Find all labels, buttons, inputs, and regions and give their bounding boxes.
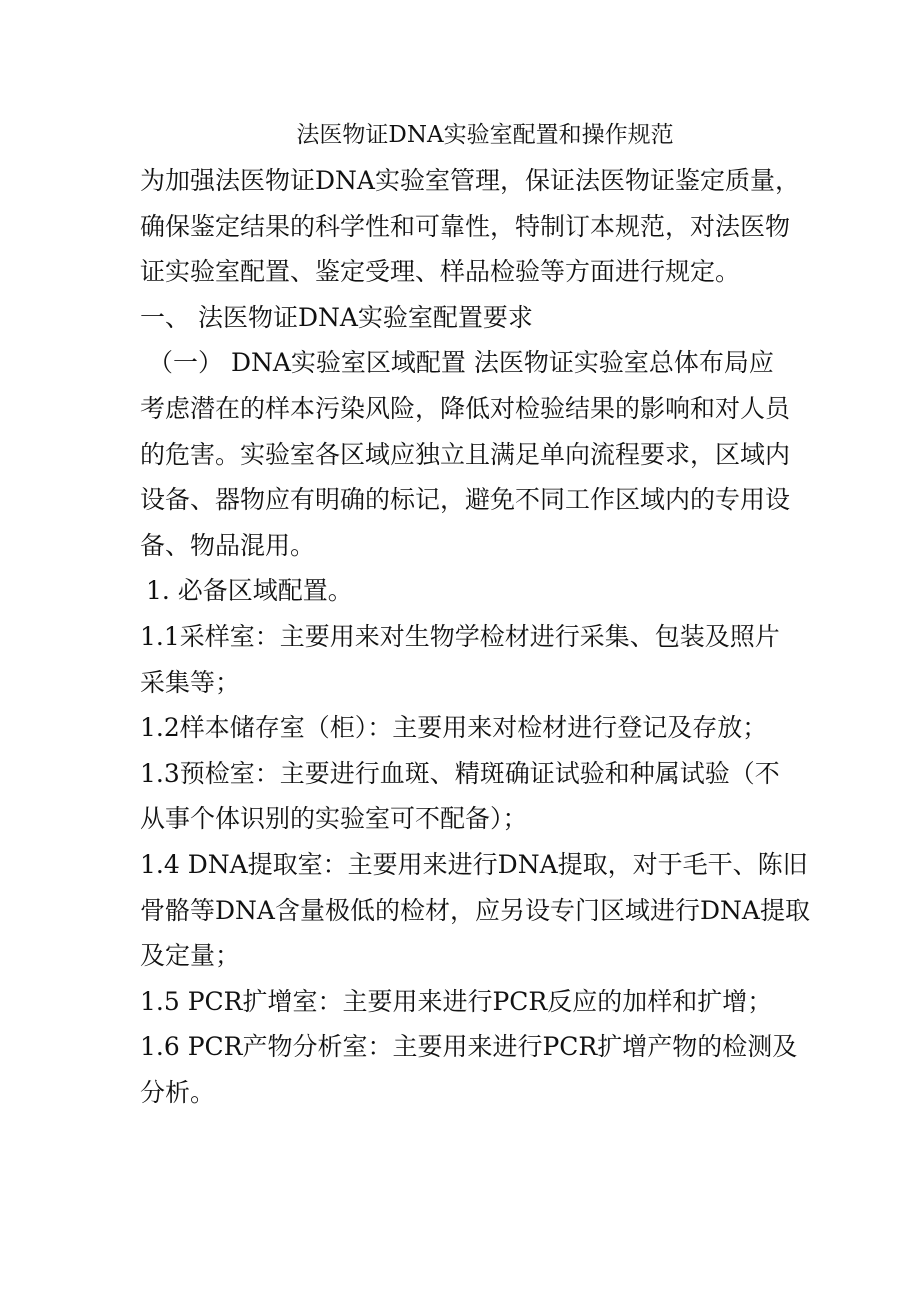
list-item: 1.4 DNA提取室：主要用来进行DNA提取，对于毛干、陈旧 (140, 849, 808, 879)
paragraph-line: 为加强法医物证DNA实验室管理，保证法医物证鉴定质量， (140, 166, 800, 195)
paragraph-line: 备、物品混用。 (140, 530, 316, 560)
section-heading: 一、 法医物证DNA实验室配置要求 (140, 302, 533, 332)
list-item-continuation: 骨骼等DNA含量极低的检材，应另设专门区域进行DNA提取 (140, 895, 810, 925)
subsection-heading: （一） DNA实验室区域配置 法医物证实验室总体布局应 (148, 348, 774, 378)
paragraph-line: 的危害。实验室各区域应独立且满足单向流程要求，区域内 (140, 439, 791, 469)
list-item-continuation: 及定量； (140, 941, 241, 971)
list-item-continuation: 采集等； (140, 667, 241, 697)
paragraph-line: 证实验室配置、鉴定受理、样品检验等方面进行规定。 (140, 257, 741, 287)
paragraph-line: 设备、器物应有明确的标记，避免不同工作区域内的专用设 (140, 485, 791, 515)
list-item: 1.3预检室：主要进行血斑、精斑确证试验和种属试验（不 (140, 758, 780, 788)
list-item: 1.6 PCR产物分析室：主要用来进行PCR扩增产物的检测及 (140, 1032, 798, 1062)
list-item: 1.2样本储存室（柜）：主要用来对检材进行登记及存放； (140, 713, 768, 743)
list-item-continuation: 分析。 (140, 1077, 216, 1107)
list-item: 1.5 PCR扩增室：主要用来进行PCR反应的加样和扩增； (140, 986, 773, 1016)
paragraph-line: 确保鉴定结果的科学性和可靠性，特制订本规范，对法医物 (140, 211, 791, 241)
numbered-heading: 1. 必备区域配置。 (146, 576, 353, 606)
paragraph-line: 考虑潜在的样本污染风险，降低对检验结果的影响和对人员 (140, 393, 791, 423)
document-title: 法医物证DNA实验室配置和操作规范 (296, 122, 674, 148)
document-body (140, 112, 810, 1115)
list-item-continuation: 从事个体识别的实验室可不配备）； (140, 804, 528, 834)
list-item: 1.1采样室：主要用来对生物学检材进行采集、包装及照片 (140, 621, 780, 651)
